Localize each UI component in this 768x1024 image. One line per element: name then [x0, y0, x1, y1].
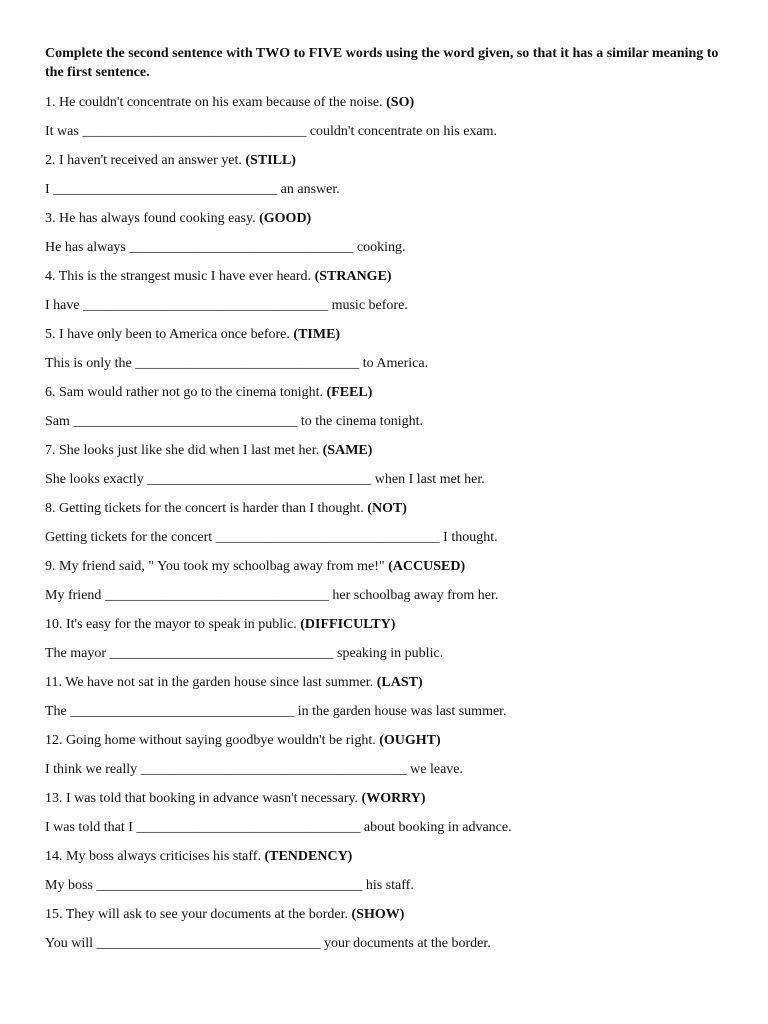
key-word: (STRANGE) [314, 269, 392, 284]
answer-line [45, 523, 725, 552]
exercise-prompt [45, 88, 725, 117]
item-number: 5. [45, 327, 56, 342]
key-word: (GOOD) [259, 211, 312, 226]
worksheet [45, 44, 725, 958]
item-number: 1. [45, 95, 56, 110]
answer-line [45, 813, 725, 842]
answer-end: when I last met her. [374, 472, 485, 487]
answer-blank[interactable]: ________________________________ [73, 414, 298, 429]
answer-line [45, 639, 725, 668]
answer-end: about booking in advance. [363, 820, 512, 835]
key-word: (TIME) [293, 327, 341, 342]
answer-line [45, 349, 725, 378]
answer-start: I have [45, 298, 80, 313]
answer-start: Getting tickets for the concert [45, 530, 213, 545]
answer-end: her schoolbag away from her. [332, 588, 499, 603]
exercise-prompt [45, 204, 725, 233]
answer-blank[interactable]: ________________________________ [215, 530, 440, 545]
item-number: 2. [45, 153, 56, 168]
answer-start: The [45, 704, 67, 719]
key-word: (SO) [386, 95, 415, 110]
exercise-prompt [45, 436, 725, 465]
exercise-prompt [45, 668, 725, 697]
answer-line [45, 581, 725, 610]
answer-blank[interactable]: ________________________________ [136, 820, 361, 835]
answer-start: He has always [45, 240, 126, 255]
source-sentence: Going home without saying goodbye wouldn't be right. [66, 733, 376, 748]
item-number: 14. [45, 849, 63, 864]
key-word: (LAST) [376, 675, 423, 690]
key-word: (WORRY) [361, 791, 426, 806]
exercise-prompt [45, 494, 725, 523]
source-sentence: This is the strangest music I have ever heard. [58, 269, 312, 284]
answer-start: It was [45, 124, 79, 139]
source-sentence: He couldn't concentrate on his exam because of the noise. [59, 95, 383, 110]
answer-end: couldn't concentrate on his exam. [309, 124, 498, 139]
answer-blank[interactable]: ________________________________ [82, 124, 307, 139]
answer-blank[interactable]: ___________________________________ [83, 298, 329, 313]
exercise-prompt [45, 262, 725, 291]
answer-end: speaking in public. [337, 646, 444, 661]
answer-start: The mayor [45, 646, 107, 661]
source-sentence: I was told that booking in advance wasn't necessary. [66, 791, 359, 806]
item-number: 11. [45, 675, 62, 690]
exercise-prompt [45, 726, 725, 755]
answer-blank[interactable]: ________________________________ [96, 936, 321, 951]
answer-end: we leave. [410, 762, 463, 777]
answer-blank[interactable]: ________________________________ [70, 704, 295, 719]
key-word: (OUGHT) [379, 733, 441, 748]
exercise-prompt [45, 378, 725, 407]
key-word: (NOT) [367, 501, 407, 516]
item-number: 12. [45, 733, 63, 748]
answer-start: She looks exactly [45, 472, 144, 487]
source-sentence: We have not sat in the garden house since last summer. [65, 675, 374, 690]
answer-end: to the cinema tonight. [300, 414, 423, 429]
exercise-prompt [45, 146, 725, 175]
answer-line [45, 929, 725, 958]
item-number: 9. [45, 559, 56, 574]
answer-end: to America. [362, 356, 429, 371]
item-number: 7. [45, 443, 56, 458]
item-number: 13. [45, 791, 63, 806]
source-sentence: He has always found cooking easy. [59, 211, 256, 226]
item-number: 6. [45, 385, 56, 400]
source-sentence: It's easy for the mayor to speak in public. [66, 617, 297, 632]
key-word: (DIFFICULTY) [300, 617, 396, 632]
source-sentence: Getting tickets for the concert is harder than I thought. [59, 501, 364, 516]
exercise-prompt [45, 842, 725, 871]
source-sentence: I have only been to America once before. [59, 327, 290, 342]
answer-end: I thought. [443, 530, 498, 545]
item-number: 10. [45, 617, 63, 632]
answer-start: I was told that I [45, 820, 133, 835]
source-sentence: Sam would rather not go to the cinema tonight. [59, 385, 324, 400]
answer-line [45, 117, 725, 146]
exercise-list [45, 88, 725, 958]
instructions: Complete the second sentence with TWO to FIVE words using the word given, so that it has a similar meaning to the first sentence. [45, 46, 719, 80]
answer-end: in the garden house was last summer. [297, 704, 507, 719]
answer-start: I [45, 182, 50, 197]
answer-line [45, 465, 725, 494]
exercise-prompt [45, 552, 725, 581]
answer-end: cooking. [356, 240, 406, 255]
key-word: (TENDENCY) [264, 849, 353, 864]
exercise-prompt [45, 900, 725, 929]
answer-start: I think we really [45, 762, 138, 777]
key-word: (FEEL) [326, 385, 373, 400]
answer-blank[interactable]: ________________________________ [53, 182, 278, 197]
answer-start: You will [45, 936, 93, 951]
answer-start: This is only the [45, 356, 132, 371]
answer-line [45, 697, 725, 726]
answer-end: music before. [331, 298, 408, 313]
exercise-prompt [45, 784, 725, 813]
item-number: 15. [45, 907, 63, 922]
answer-blank[interactable]: ________________________________ [147, 472, 372, 487]
source-sentence: My boss always criticises his staff. [66, 849, 261, 864]
item-number: 8. [45, 501, 56, 516]
source-sentence: She looks just like she did when I last met her. [59, 443, 320, 458]
answer-start: Sam [45, 414, 70, 429]
answer-line [45, 233, 725, 262]
key-word: (SHOW) [351, 907, 405, 922]
answer-blank[interactable]: ________________________________ [109, 646, 334, 661]
answer-blank[interactable]: ______________________________________ [140, 762, 407, 777]
answer-end: an answer. [280, 182, 340, 197]
answer-blank[interactable]: ________________________________ [129, 240, 354, 255]
answer-blank[interactable]: ______________________________________ [96, 878, 363, 893]
source-sentence: My friend said, " You took my schoolbag away from me!" [59, 559, 385, 574]
answer-line [45, 407, 725, 436]
item-number: 3. [45, 211, 56, 226]
answer-line [45, 291, 725, 320]
answer-start: My boss [45, 878, 93, 893]
answer-line [45, 175, 725, 204]
answer-blank[interactable]: ________________________________ [104, 588, 329, 603]
item-number: 4. [45, 269, 56, 284]
key-word: (STILL) [245, 153, 296, 168]
answer-line [45, 755, 725, 784]
answer-start: My friend [45, 588, 102, 603]
source-sentence: I haven't received an answer yet. [59, 153, 242, 168]
exercise-prompt [45, 320, 725, 349]
key-word: (ACCUSED) [388, 559, 466, 574]
answer-end: his staff. [365, 878, 414, 893]
key-word: (SAME) [322, 443, 373, 458]
answer-end: your documents at the border. [324, 936, 491, 951]
exercise-prompt [45, 610, 725, 639]
answer-blank[interactable]: ________________________________ [135, 356, 360, 371]
answer-line [45, 871, 725, 900]
source-sentence: They will ask to see your documents at the border. [65, 907, 349, 922]
